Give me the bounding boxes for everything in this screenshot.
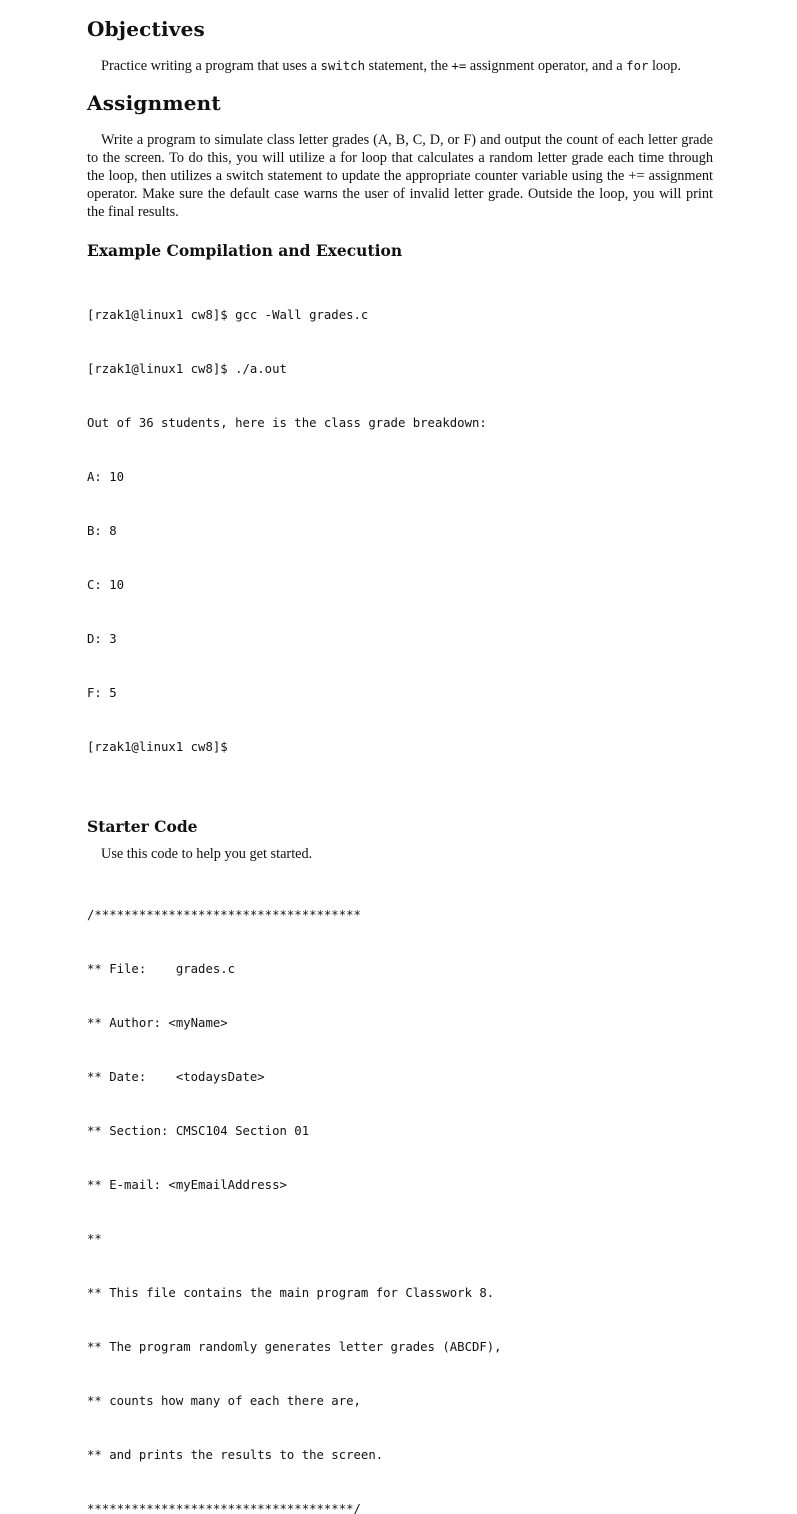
terminal-output [87, 270, 713, 792]
terminal-line: [rzak1@linux1 cw8]$ [87, 740, 228, 754]
objectives-code-plus-equals: += [451, 59, 467, 73]
objectives-code-switch: switch [320, 59, 365, 73]
terminal-line: F: 5 [87, 686, 117, 700]
document-page [87, 14, 713, 1514]
objectives-paragraph [87, 57, 713, 75]
terminal-line: C: 10 [87, 578, 125, 592]
code-line: ** This file contains the main program for Classwork 8. [87, 1286, 495, 1300]
code-line: ** Author: <myName> [87, 1016, 228, 1030]
objectives-text-4: loop. [648, 58, 681, 74]
terminal-line: Out of 36 students, here is the class grade breakdown: [87, 416, 487, 430]
terminal-line: D: 3 [87, 632, 117, 646]
starter-heading: Starter Code [87, 817, 198, 836]
code-line: ** E-mail: <myEmailAddress> [87, 1178, 287, 1192]
objectives-code-for: for [626, 59, 649, 73]
example-heading: Example Compilation and Execution [87, 241, 403, 260]
assignment-heading: Assignment [87, 91, 221, 115]
objectives-text-2: statement, the [364, 58, 452, 74]
code-line: ** [87, 1232, 102, 1246]
terminal-line: [rzak1@linux1 cw8]$ ./a.out [87, 362, 287, 376]
objectives-text-1: Practice writing a program that uses a [101, 58, 321, 74]
code-line: ** Section: CMSC104 Section 01 [87, 1124, 310, 1138]
objectives-heading: Objectives [87, 17, 205, 41]
terminal-line: A: 10 [87, 470, 125, 484]
code-line: ** counts how many of each there are, [87, 1394, 361, 1408]
code-line: ************************************/ [87, 1502, 361, 1514]
starter-code-block [87, 870, 713, 1514]
terminal-line: [rzak1@linux1 cw8]$ gcc -Wall grades.c [87, 308, 369, 322]
code-line: ** Date: <todaysDate> [87, 1070, 265, 1084]
terminal-line: B: 8 [87, 524, 117, 538]
code-line: /************************************ [87, 908, 361, 922]
code-line: ** and prints the results to the screen. [87, 1448, 384, 1462]
starter-paragraph: Use this code to help you get started. [101, 846, 313, 862]
code-line: ** File: grades.c [87, 962, 236, 976]
code-line: ** The program randomly generates letter grades (ABCDF), [87, 1340, 502, 1354]
assignment-paragraph: Write a program to simulate class letter grades (A, B, C, D, or F) and output the count of each letter grade to the screen. To do this, you will utilize a for loop that calculates a random letter grade each time through the loop, then utilizes a switch statement to update the appropriate counter variable using the += assignment operator. Make sure the default case warns the user of invalid letter grade. Outside the loop, you will print the final results. [87, 132, 713, 220]
objectives-text-3: assignment operator, and a [466, 58, 627, 74]
